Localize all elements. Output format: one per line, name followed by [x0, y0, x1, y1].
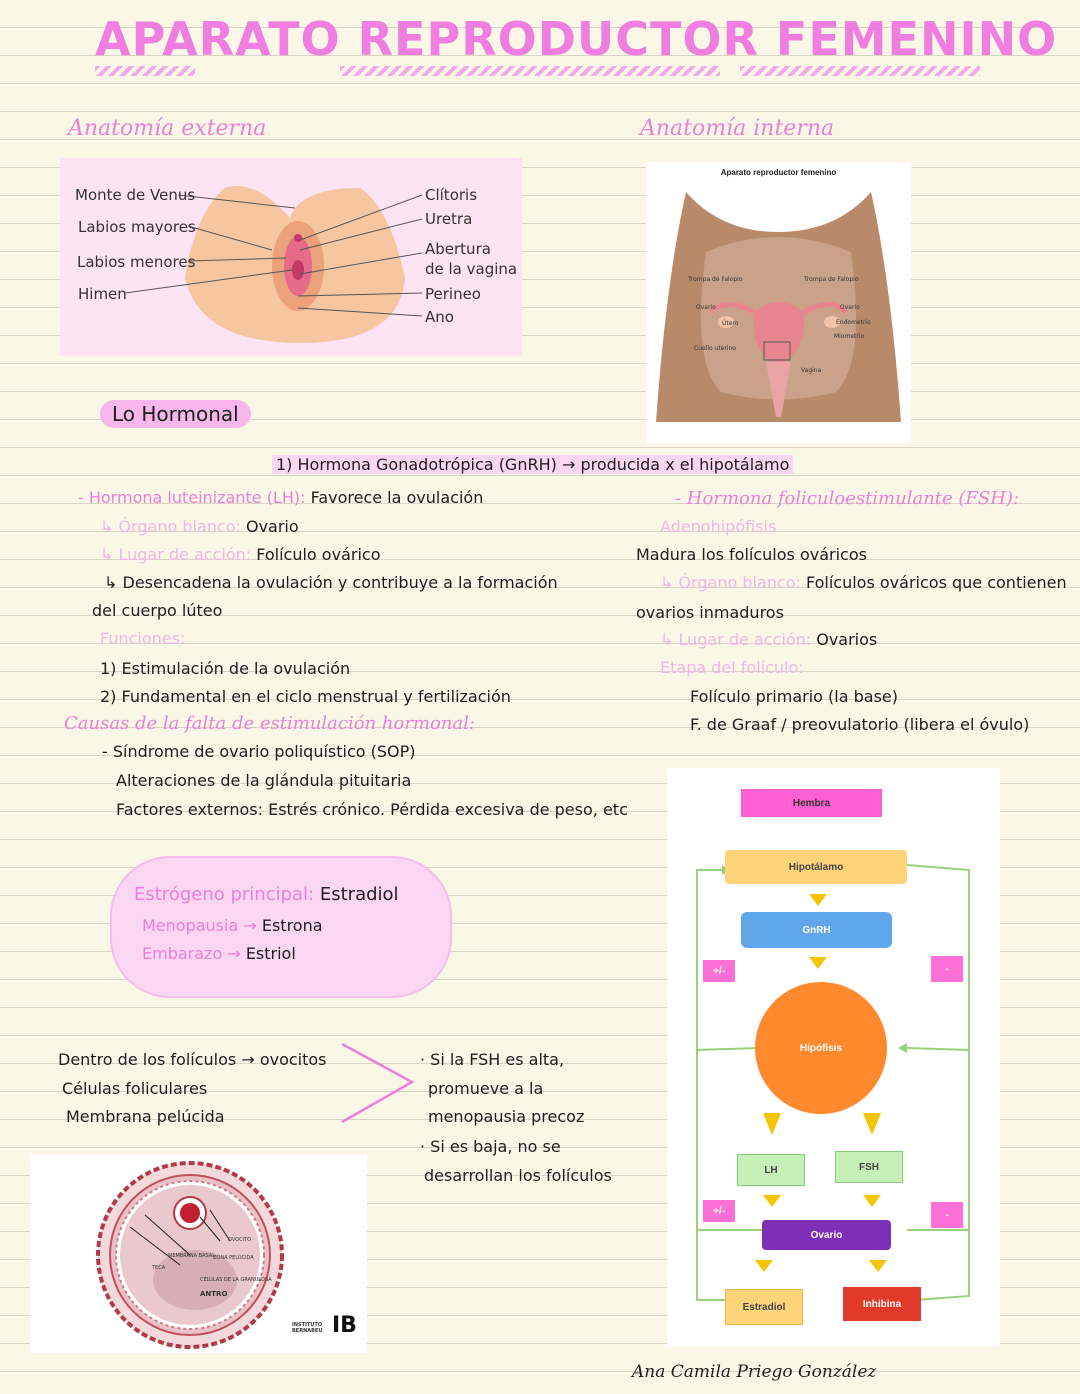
- causa-3: Factores externos: Estrés crónico. Pérdida excesiva de peso, etc: [116, 800, 628, 819]
- lh-organo: Ovario: [245, 517, 299, 536]
- label-labios-mayores: Labios mayores: [78, 218, 196, 236]
- author-signature: Ana Camila Priego González: [632, 1362, 877, 1382]
- fsh-note-1: · Si la FSH es alta,: [420, 1050, 565, 1069]
- arrow-down-icon: [809, 894, 827, 906]
- fsh-organo-label: ↳ Órgano blanco:: [660, 573, 801, 592]
- external-anatomy-figure: [60, 158, 522, 356]
- lh-lugar-label: ↳ Lugar de acción:: [100, 545, 252, 564]
- label-ovario-der: Ovario: [840, 304, 860, 311]
- arrow-down-icon: [755, 1260, 773, 1272]
- fsh-lugar-label: ↳ Lugar de acción:: [660, 630, 812, 649]
- label-de-la-vagina: de la vagina: [425, 260, 518, 278]
- fsh-adeno: Adenohipófisis: [660, 517, 777, 536]
- foliculos-line-1: Dentro de los folículos → ovocitos: [58, 1050, 327, 1069]
- flow-hembra: Hembra: [741, 789, 882, 817]
- embarazo-label: Embarazo →: [142, 944, 241, 963]
- title-underline: [95, 66, 195, 76]
- menopausia-label: Menopausia →: [142, 916, 257, 935]
- lh-lugar: Folículo ovárico: [256, 545, 381, 564]
- menopausia-value: Estrona: [261, 916, 323, 935]
- label-labios-menores: Labios menores: [77, 253, 196, 271]
- label-himen: Himen: [78, 285, 127, 303]
- flow-ovario: Ovario: [762, 1220, 891, 1250]
- fsh-lugar: Ovarios: [816, 630, 878, 649]
- fsh-organo2: ovarios inmaduros: [636, 603, 784, 622]
- flow-hipotalamo: Hipotálamo: [725, 850, 907, 884]
- fsh-heading: - Hormona foliculoestimulante (FSH):: [675, 488, 1020, 509]
- lh-heading: - Hormona luteinizante (LH):: [78, 488, 306, 507]
- gnrh-line: 1) Hormona Gonadotrópica (GnRH) → producida x el hipotálamo: [272, 455, 793, 474]
- flow-feedback-minus-1: -: [931, 956, 963, 982]
- estrogeno-line: [134, 884, 399, 905]
- label-trompa-izq: Trompa de Falopio: [688, 276, 743, 283]
- label-clitoris: Clítoris: [425, 186, 478, 204]
- label-abertura: Abertura: [425, 240, 491, 258]
- arrow-down-icon: [763, 1195, 781, 1207]
- label-miometrio: Miometrio: [834, 333, 865, 340]
- fsh-etapa-label: Etapa del folículo:: [660, 658, 804, 677]
- label-zona-pelucida: ZONA PELÚCIDA: [213, 1255, 254, 1261]
- flow-feedback-pm-2: +/-: [703, 1200, 735, 1222]
- label-trompa-der: Trompa de Falopio: [804, 276, 859, 283]
- arrow-down-icon: [809, 957, 827, 969]
- label-endometrio: Endometrio: [836, 319, 871, 326]
- fsh-organo: Folículos ováricos que contienen: [805, 573, 1067, 592]
- label-monte-venus: Monte de Venus: [75, 186, 196, 204]
- label-membrana-basal: MEMBRANA BASAL: [168, 1253, 215, 1259]
- label-utero: Útero: [722, 320, 739, 327]
- fsh-note-3: menopausia precoz: [428, 1107, 585, 1126]
- label-vagina: Vagina: [801, 367, 822, 374]
- foliculos-line-2: Células foliculares: [62, 1079, 208, 1098]
- label-ovario-izq: Ovario: [696, 304, 716, 311]
- estrogen-bubble: [110, 856, 452, 998]
- embarazo-line: [142, 944, 296, 963]
- flow-inhibina: Inhibina: [843, 1287, 921, 1321]
- menopausia-line: [142, 916, 323, 935]
- lh-organo-label: ↳ Órgano blanco:: [100, 517, 241, 536]
- label-cuello-uterino: Cuello uterino: [694, 345, 737, 352]
- arrow-down-icon: [763, 1113, 781, 1135]
- flow-feedback-pm-1: +/-: [703, 960, 735, 982]
- lh-funcion-1: 1) Estimulación de la ovulación: [100, 659, 351, 678]
- causa-1: - Síndrome de ovario poliquístico (SOP): [102, 742, 416, 761]
- label-perineo: Perineo: [425, 285, 481, 303]
- label-ovocito: OVOCITO: [228, 1237, 252, 1243]
- flow-feedback-minus-2: -: [931, 1202, 963, 1228]
- heading-anatomia-interna: Anatomía interna: [640, 116, 835, 141]
- label-ano: Ano: [425, 308, 454, 326]
- bracket-arrow: [338, 1040, 418, 1126]
- flow-gnrh: GnRH: [741, 912, 892, 948]
- flow-fsh: FSH: [835, 1151, 903, 1183]
- causa-2: Alteraciones de la glándula pituitaria: [116, 771, 412, 790]
- label-teca: TECA: [152, 1265, 166, 1271]
- fsh-lugar-line: [660, 630, 877, 649]
- arrow-down-icon: [863, 1113, 881, 1135]
- fsh-note-5: desarrollan los folículos: [424, 1166, 612, 1185]
- fsh-note-2: promueve a la: [428, 1079, 544, 1098]
- lh-lugar-line: [100, 545, 380, 564]
- heading-anatomia-externa: Anatomía externa: [68, 116, 267, 141]
- flow-lh: LH: [737, 1154, 805, 1186]
- internal-anatomy-figure: [646, 162, 911, 444]
- arrow-down-icon: [869, 1260, 887, 1272]
- internal-figure-title: Aparato reproductor femenino: [720, 168, 837, 177]
- lh-line1: ↳ Desencadena la ovulación y contribuye a la formación: [104, 573, 558, 592]
- fsh-etapa-1: Folículo primario (la base): [690, 687, 898, 706]
- embarazo-value: Estriol: [245, 944, 296, 963]
- lh-funciones-label: Funciones:: [100, 629, 186, 648]
- uterus-illustration: [646, 162, 911, 444]
- follicle-figure: [30, 1155, 367, 1353]
- page-title: APARATO REPRODUCTOR FEMENINO: [95, 12, 1058, 66]
- causas-heading: Causas de la falta de estimulación hormonal:: [64, 713, 475, 734]
- label-antro: ANTRO: [200, 1290, 228, 1298]
- fsh-note-4: · Si es baja, no se: [420, 1137, 561, 1156]
- flow-hipofisis: Hipófisis: [755, 982, 887, 1114]
- foliculos-line-3: Membrana pelúcida: [66, 1107, 225, 1126]
- fsh-etapa-2: F. de Graaf / preovulatorio (libera el óvulo): [690, 715, 1030, 734]
- fsh-madura: Madura los folículos ováricos: [636, 545, 867, 564]
- hormonal-flowchart: [667, 768, 1000, 1346]
- title-underline: [340, 66, 720, 76]
- lh-line2: del cuerpo lúteo: [92, 601, 223, 620]
- arrow-down-icon: [863, 1195, 881, 1207]
- ib-logo: IB: [332, 1313, 357, 1338]
- flow-estradiol: Estradiol: [725, 1289, 803, 1325]
- logo-text: INSTITUTO BERNABEU: [292, 1322, 323, 1334]
- label-uretra: Uretra: [425, 210, 473, 228]
- title-underline: [740, 66, 980, 76]
- lh-desc: Favorece la ovulación: [310, 488, 484, 507]
- lh-funcion-2: 2) Fundamental en el ciclo menstrual y fertilización: [100, 687, 511, 706]
- estrogeno-label: Estrógeno principal:: [134, 884, 315, 905]
- lh-line: [78, 488, 483, 507]
- estrogeno-value: Estradiol: [319, 884, 399, 905]
- tag-hormonal: Lo Hormonal: [100, 400, 251, 428]
- lh-organo-line: [100, 517, 299, 536]
- label-celulas-granulosa: CÉLULAS DE LA GRANULOSA: [200, 1277, 272, 1283]
- fsh-organo-line: [660, 573, 1067, 592]
